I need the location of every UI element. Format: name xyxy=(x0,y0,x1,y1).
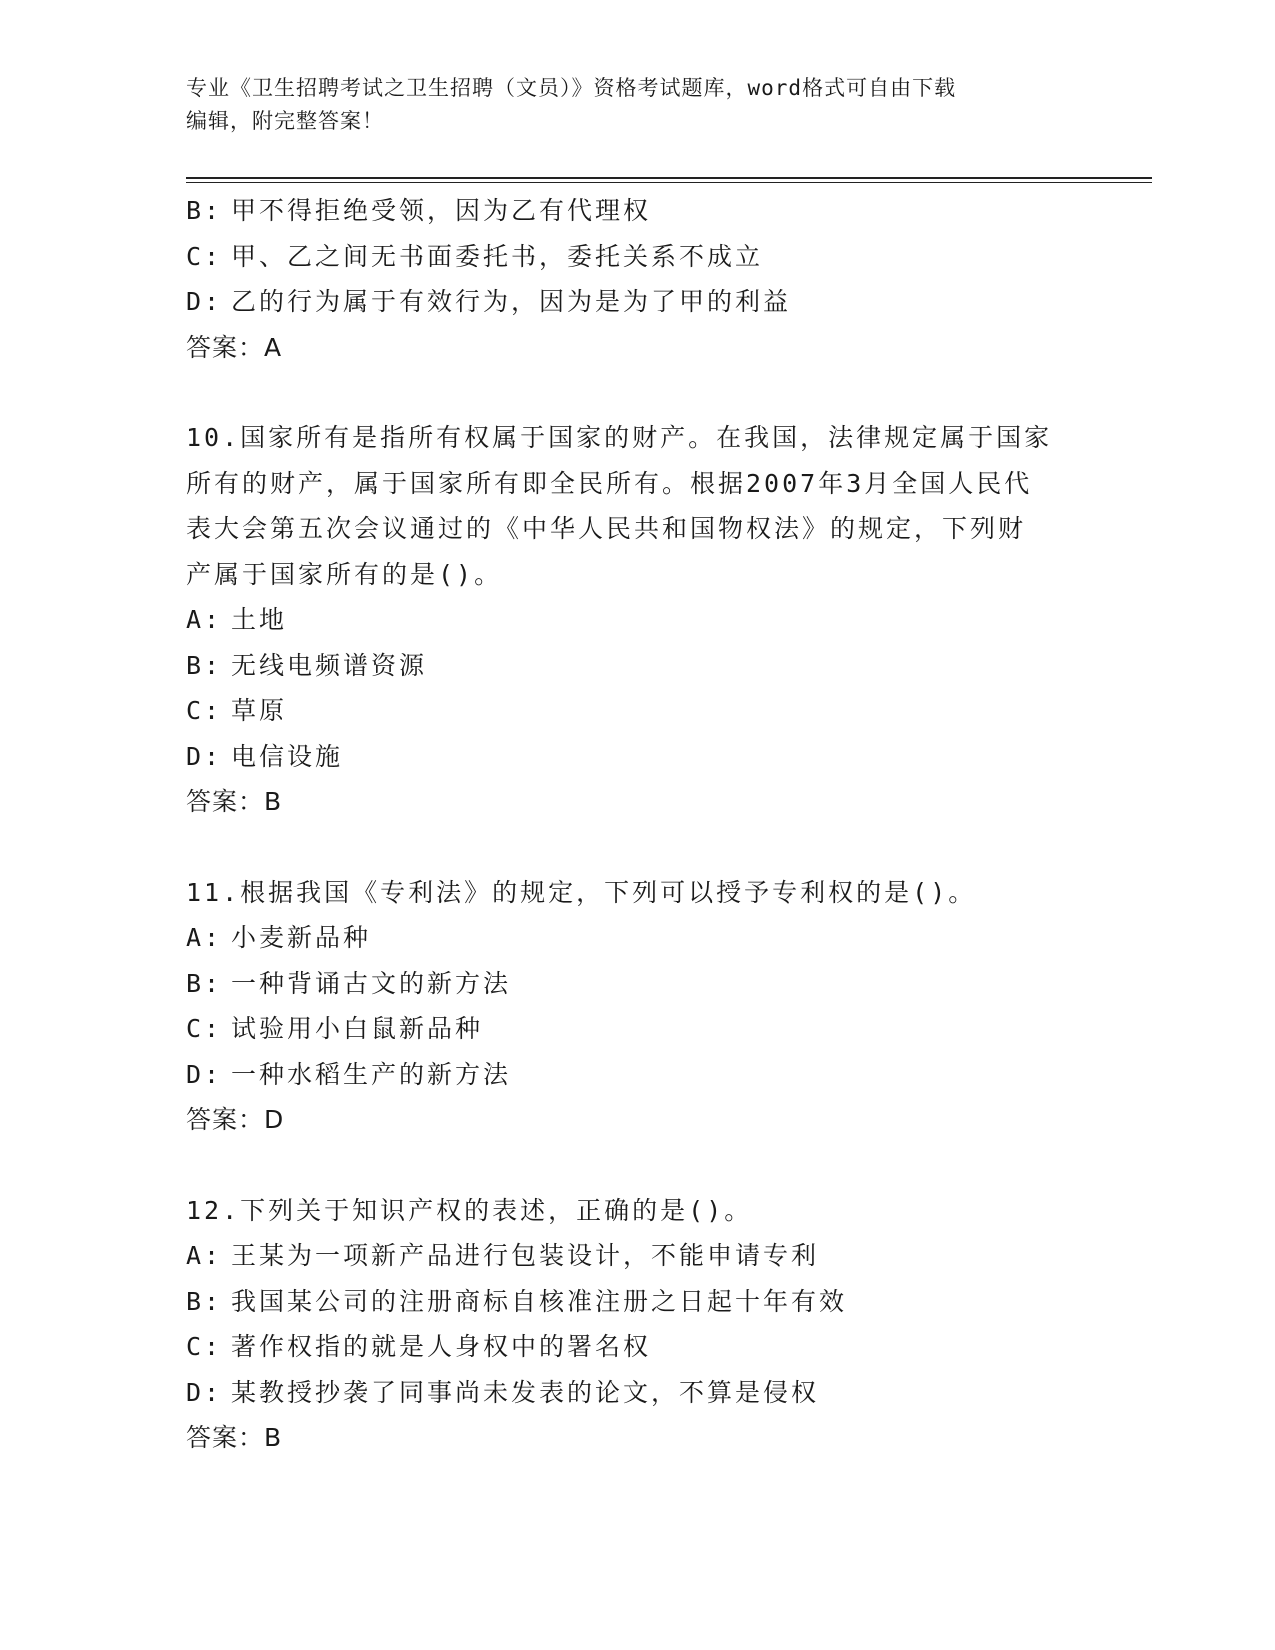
option-d: D: 某教授抄袭了同事尚未发表的论文，不算是侵权 xyxy=(186,1377,820,1407)
question-list xyxy=(186,188,1086,1461)
question-10 xyxy=(186,415,1086,825)
option-a: A: 土地 xyxy=(186,605,288,634)
question-12 xyxy=(186,1188,1086,1461)
spacer xyxy=(186,1143,1086,1188)
answer: 答案：D xyxy=(186,1105,285,1134)
option-c: C: 著作权指的就是人身权中的署名权 xyxy=(186,1332,652,1361)
option-b: B: 无线电频谱资源 xyxy=(186,650,428,680)
question-stem-line: 所有的财产，属于国家所有即全民所有。根据2007年3月全国人民代 xyxy=(186,468,1033,498)
document-header xyxy=(186,72,1086,138)
header-rule-thin xyxy=(186,182,1152,183)
answer: 答案：A xyxy=(186,332,283,362)
answer: 答案：B xyxy=(186,1423,283,1452)
question-stem-line: 10.国家所有是指所有权属于国家的财产。在我国，法律规定属于国家 xyxy=(186,423,1053,452)
option-d: D: 电信设施 xyxy=(186,741,344,771)
option-b: B: 我国某公司的注册商标自核准注册之日起十年有效 xyxy=(186,1286,848,1316)
option-a: A: 小麦新品种 xyxy=(186,923,372,952)
option-d: D: 乙的行为属于有效行为，因为是为了甲的利益 xyxy=(186,287,792,316)
option-b: B: 一种背诵古文的新方法 xyxy=(186,968,512,998)
option-c: C: 甲、乙之间无书面委托书，委托关系不成立 xyxy=(186,241,764,271)
question-stem-line: 表大会第五次会议通过的《中华人民共和国物权法》的规定，下列财 xyxy=(186,514,1027,543)
answer: 答案：B xyxy=(186,787,283,816)
spacer xyxy=(186,370,1086,415)
option-d: D: 一种水稻生产的新方法 xyxy=(186,1059,512,1089)
header-line-1: 专业《卫生招聘考试之卫生招聘（文员）》资格考试题库，word格式可自由下载 xyxy=(186,76,957,100)
header-rule-thick xyxy=(186,177,1152,179)
option-b: B: 甲不得拒绝受领，因为乙有代理权 xyxy=(186,196,652,225)
option-c: C: 试验用小白鼠新品种 xyxy=(186,1014,484,1043)
question-11 xyxy=(186,870,1086,1143)
header-line-2: 编辑，附完整答案！ xyxy=(186,109,384,133)
question-stem: 11.根据我国《专利法》的规定，下列可以授予专利权的是()。 xyxy=(186,877,977,907)
spacer xyxy=(186,825,1086,870)
question-stem: 12.下列关于知识产权的表述，正确的是()。 xyxy=(186,1195,753,1225)
question-stem-line: 产属于国家所有的是()。 xyxy=(186,559,503,589)
question-9 xyxy=(186,188,1086,370)
option-c: C: 草原 xyxy=(186,696,288,725)
option-a: A: 王某为一项新产品进行包装设计，不能申请专利 xyxy=(186,1241,820,1270)
